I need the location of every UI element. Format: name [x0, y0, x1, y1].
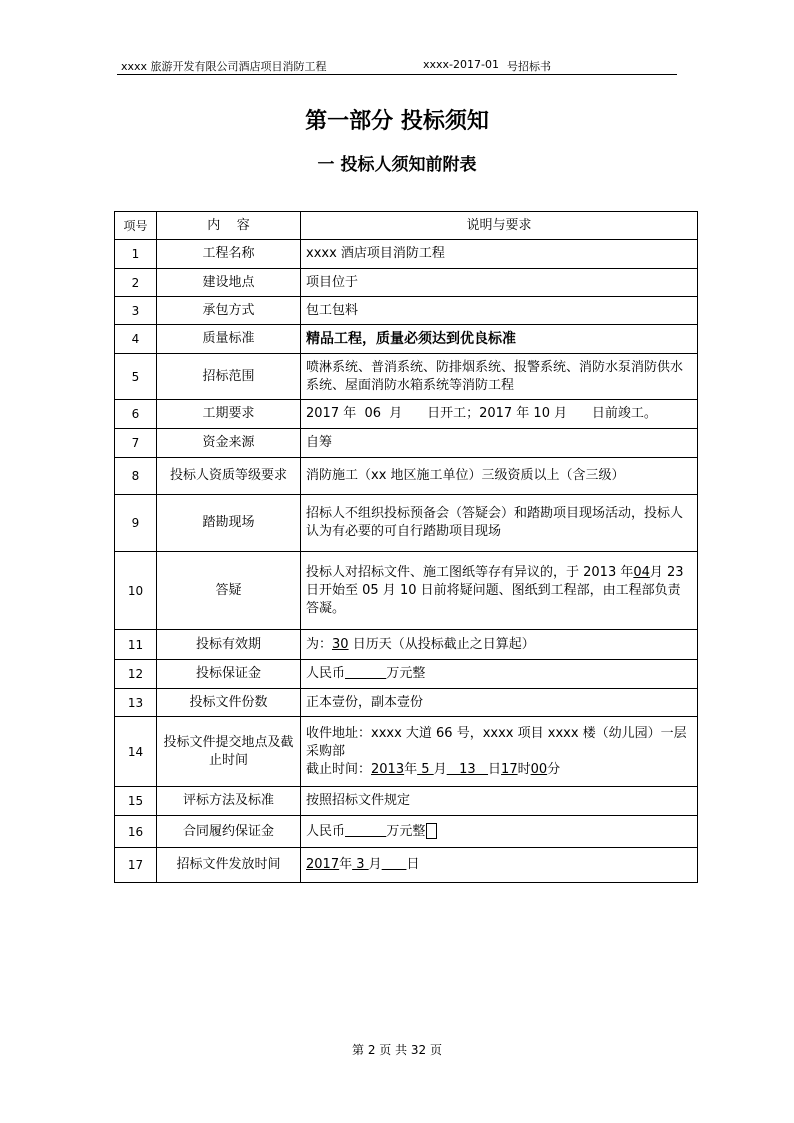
row-number: 5	[115, 354, 157, 400]
row-item: 评标方法及标准	[157, 787, 301, 816]
issue-year-unit: 年	[339, 857, 353, 872]
table-row	[115, 354, 698, 400]
row-item: 建设地点	[157, 269, 301, 297]
row-number: 16	[115, 816, 157, 848]
qa-month-blank: 04	[633, 564, 650, 580]
row-desc: 招标人不组织投标预备会（答疑会）和踏勘项目现场活动，投标人认为有必要的可自行踏勘项目现场	[301, 495, 698, 552]
deadline-label: 截止时间：	[306, 761, 372, 777]
row-item: 投标文件提交地点及截止时间	[157, 717, 301, 787]
row-desc: 2017 年 06 月 日开工；2017 年 10 月 日前竣工。	[301, 400, 698, 429]
performance-bond-prefix: 人民币	[306, 823, 346, 839]
header-doc-type: 号招标书	[507, 60, 551, 73]
row-number: 10	[115, 552, 157, 630]
deadline-minute-unit: 分	[547, 761, 561, 777]
page-footer: 第 2 页 共 32 页	[352, 1043, 442, 1057]
table-row	[115, 429, 698, 458]
table-row	[115, 689, 698, 717]
deadline-month-unit: 月	[433, 761, 447, 777]
table-row	[115, 495, 698, 552]
row-number: 15	[115, 787, 157, 816]
row-desc: 自筹	[301, 429, 698, 458]
submission-deadline	[306, 761, 692, 779]
table-row	[115, 552, 698, 630]
deposit-prefix: 人民币	[306, 666, 346, 681]
row-number: 12	[115, 660, 157, 689]
row-item: 投标保证金	[157, 660, 301, 689]
validity-suffix: 日历天（从投标截止之日算起）	[348, 636, 535, 652]
row-item: 招标范围	[157, 354, 301, 400]
row-number: 3	[115, 297, 157, 325]
deadline-year-unit: 年	[404, 761, 418, 777]
qa-text-start: 投标人对招标文件、施工图纸等存有异议的，于 2013 年	[306, 564, 634, 580]
row-number: 7	[115, 429, 157, 458]
section-title: 一 投标人须知前附表	[317, 155, 477, 175]
deadline-year: 2013	[371, 761, 405, 777]
issue-month-unit: 月	[368, 857, 382, 872]
issue-year: 2017	[306, 857, 340, 872]
table-row	[115, 717, 698, 787]
row-desc	[301, 552, 698, 630]
row-number: 6	[115, 400, 157, 429]
row-number: 11	[115, 630, 157, 660]
row-number: 17	[115, 848, 157, 883]
submission-address: 收件地址：xxxx 大道 66 号，xxxx 项目 xxxx 楼（幼儿园）一层采购部	[306, 725, 687, 759]
row-number: 4	[115, 325, 157, 354]
row-item: 答疑	[157, 552, 301, 630]
row-item: 投标有效期	[157, 630, 301, 660]
issue-day	[382, 857, 407, 872]
deposit-suffix: 万元整	[386, 666, 426, 681]
row-desc	[301, 660, 698, 689]
row-desc: 喷淋系统、普消系统、防排烟系统、报警系统、消防水泵消防供水系统、屋面消防水箱系统等消防工程	[301, 354, 698, 400]
deadline-minute: 00	[530, 761, 548, 777]
table-row	[115, 400, 698, 429]
row-desc	[301, 848, 698, 883]
table-row	[115, 458, 698, 495]
row-item: 投标文件份数	[157, 689, 301, 717]
header-cell-desc: 说明与要求	[301, 212, 698, 240]
row-number: 2	[115, 269, 157, 297]
bidder-instructions-table	[114, 211, 698, 883]
table-row	[115, 787, 698, 816]
table-row	[115, 630, 698, 660]
row-desc: 消防施工（xx 地区施工单位）三级资质以上（含三级）	[301, 458, 698, 495]
row-item: 工程名称	[157, 240, 301, 269]
deadline-day-unit: 日	[488, 761, 502, 777]
deposit-amount-blank	[345, 666, 386, 681]
row-item: 质量标准	[157, 325, 301, 354]
table-row	[115, 269, 698, 297]
part-title: 第一部分 投标须知	[305, 109, 489, 134]
deadline-hour: 17	[501, 761, 518, 777]
validity-prefix: 为：	[306, 636, 333, 652]
issue-day-unit: 日	[406, 857, 420, 872]
table-row	[115, 660, 698, 689]
page-header	[117, 56, 677, 75]
checkbox-icon	[426, 823, 437, 839]
row-desc: 正本壹份，副本壹份	[301, 689, 698, 717]
table-header-row	[115, 212, 698, 240]
deadline-hour-unit: 时	[517, 761, 531, 777]
row-item: 合同履约保证金	[157, 816, 301, 848]
issue-month: 3	[352, 857, 369, 872]
row-number: 14	[115, 717, 157, 787]
row-desc: xxxx 酒店项目消防工程	[301, 240, 698, 269]
row-desc	[301, 816, 698, 848]
deadline-month: 5	[417, 761, 434, 777]
deadline-day: 13	[446, 761, 489, 777]
row-number: 1	[115, 240, 157, 269]
performance-bond-blank	[345, 824, 386, 839]
row-item: 资金来源	[157, 429, 301, 458]
row-item: 招标文件发放时间	[157, 848, 301, 883]
table-row	[115, 325, 698, 354]
table-row	[115, 240, 698, 269]
row-item: 踏勘现场	[157, 495, 301, 552]
row-desc: 精品工程，质量必须达到优良标准	[301, 325, 698, 354]
row-number: 13	[115, 689, 157, 717]
qa-text-end: 月 23 日开始至 05 月 10 日前将疑问题、图纸到工程部，由工程部负责答凝。	[306, 564, 684, 616]
row-desc	[301, 717, 698, 787]
row-item: 承包方式	[157, 297, 301, 325]
row-desc: 项目位于	[301, 269, 698, 297]
header-cell-no: 项号	[115, 212, 157, 240]
header-code: xxxx-2017-01	[423, 58, 499, 71]
table-row	[115, 848, 698, 883]
performance-bond-suffix: 万元整	[386, 823, 426, 839]
row-desc: 包工包料	[301, 297, 698, 325]
header-company: xxxx 旅游开发有限公司酒店项目消防工程	[121, 60, 327, 73]
row-item: 工期要求	[157, 400, 301, 429]
header-cell-item: 内 容	[157, 212, 301, 240]
row-desc: 按照招标文件规定	[301, 787, 698, 816]
validity-days-blank: 30	[332, 636, 349, 652]
table-row	[115, 297, 698, 325]
row-item: 投标人资质等级要求	[157, 458, 301, 495]
row-number: 8	[115, 458, 157, 495]
row-number: 9	[115, 495, 157, 552]
table-row	[115, 816, 698, 848]
row-desc	[301, 630, 698, 660]
